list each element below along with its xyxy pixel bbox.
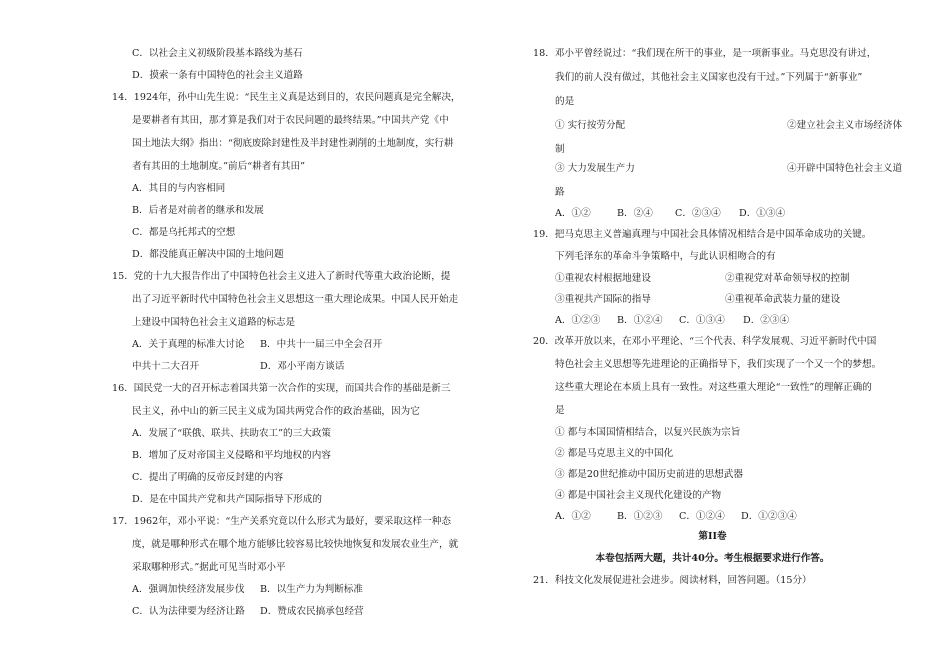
q19-choice-b: B．①②④ [617, 315, 663, 326]
q19-stem: 19．把马克思主义普遍真理与中国社会具体情况相结合是中国革命成功的关键。 [533, 229, 872, 240]
q16-option-a: A．发展了“联俄、联共、扶助农工”的三大政策 [132, 428, 332, 439]
q19-item-4: ④重视革命武装力量的建设 [725, 294, 841, 305]
q19-choice-a: A．①②③ [555, 315, 601, 326]
q19-item-3: ③重视共产国际的指导 [555, 294, 651, 305]
q15-stem-line: 上建设中国特色社会主义道路的标志是 [132, 317, 296, 328]
q16-stem-line: 16．国民党一大的召开标志着国共第一次合作的实现，而国共合作的基础是新三 [112, 383, 451, 394]
q15-stem-line: 15．党的十九大报告作出了中国特色社会主义进入了新时代等重大政治论断，提 [112, 271, 451, 282]
q18-choice-c: C．②③④ [675, 208, 721, 219]
q15-option-b: B．中共十一届三中全会召开 [260, 339, 383, 350]
q17-option-c: C．认为法律要为经济让路 [132, 606, 245, 617]
q20-stem-line: 这些重大理论在本质上具有一致性。对这些重大理论“一致性”的理解正确的 [555, 382, 872, 393]
q19-sub: 下列毛泽东的革命斗争策略中，与此认识相吻合的有 [555, 251, 776, 262]
q14-option-c: C．都是乌托邦式的空想 [132, 227, 236, 238]
q18-choice-b: B．②④ [617, 208, 653, 219]
q16-option-b: B．增加了反对帝国主义侵略和平均地权的内容 [132, 450, 331, 461]
q19-item-2: ②重视党对革命领导权的控制 [725, 273, 850, 284]
q17-stem-line: 采取哪种形式。”据此可见当时邓小平 [132, 562, 286, 573]
q17-option-b: B．以生产力为判断标准 [260, 584, 363, 595]
q13-option-d: D．摸索一条有中国特色的社会主义道路 [132, 70, 303, 81]
q15-option-c: 中共十二大召开 [132, 361, 200, 372]
q20-choice-a: A．①② [555, 511, 591, 522]
q19-item-1: ①重视农村根据地建设 [555, 273, 651, 284]
q17-option-d: D．赞成农民搞承包经营 [260, 606, 364, 617]
q20-stem-line: 特色社会主义思想等先进理论的正确指导下，我们实现了一个又一个的梦想。 [555, 359, 882, 370]
q18-stem-line: 我们的前人没有做过，其他社会主义国家也没有干过。”下列属于“新事业” [555, 72, 863, 83]
q14-option-b: B．后者是对前者的继承和发展 [132, 205, 264, 216]
q20-item-3: ③ 都是20世纪推动中国历史前进的思想武器 [555, 469, 743, 480]
part2-title: 第II卷 [698, 531, 727, 542]
q20-item-4: ④ 都是中国社会主义现代化建设的产物 [555, 490, 722, 501]
part2-note: 本卷包括两大题，共计40分。考生根据要求进行作答。 [595, 553, 830, 564]
q18-choice-d: D．①③④ [739, 208, 786, 219]
q15-option-a: A．关于真理的标准大讨论 [132, 339, 245, 350]
q18-item-4: ④开辟中国特色社会主义道 [787, 163, 903, 174]
q17-stem-line: 度，就是哪种形式在哪个地方能够比较容易比较快地恢复和发展农业生产，就 [132, 539, 459, 550]
q19-choice-c: C．①③④ [679, 315, 725, 326]
q20-stem-line: 是 [555, 405, 565, 416]
q14-stem-line: 是要耕者有其田，那才算是我们对于农民问题的最终结果。”中国共产党《中 [132, 115, 449, 126]
q20-item-1: ① 都与本国国情相结合，以复兴民族为宗旨 [555, 427, 741, 438]
q19-choice-d: D．②③④ [743, 315, 790, 326]
q18-item-3: ③ 大力发展生产力 [555, 163, 635, 174]
q20-choice-b: B．①②③ [617, 511, 663, 522]
q15-option-d: D．邓小平南方谈话 [260, 361, 345, 372]
q14-option-a: A．其目的与内容相同 [132, 183, 226, 194]
q20-stem-line: 20．改革开放以来，在邓小平理论、“三个代表、科学发展观、习近平新时代中国 [533, 336, 877, 347]
q21-stem: 21．科技文化发展促进社会进步。阅读材料，回答问题。（15分） [533, 575, 812, 586]
q17-stem-line: 17．1962年，邓小平说：“生产关系究竟以什么形式为最好，要采取这样一种态 [112, 516, 451, 527]
q14-stem-line: 国土地法大纲》指出：“彻底废除封建性及半封建性剥削的土地制度，实行耕 [132, 138, 454, 149]
q14-stem-line: 14．1924年，孙中山先生说：“民生主义真是达到目的，农民问题真是完全解决， [112, 92, 461, 103]
q14-option-d: D．都没能真正解决中国的土地问题 [132, 249, 284, 260]
q18-choice-a: A．①② [555, 208, 591, 219]
q16-option-c: C．提出了明确的反帝反封建的内容 [132, 472, 284, 483]
q17-option-a: A．强调加快经济发展步伐 [132, 584, 245, 595]
q14-stem-line: 者有其田的土地制度。”前后“耕者有其田” [132, 161, 306, 172]
q18-stem-line: 的是 [555, 96, 575, 107]
q13-option-c: C．以社会主义初级阶段基本路线为基石 [132, 48, 303, 59]
q15-stem-line: 出了习近平新时代中国特色社会主义思想这一重大理论成果。中国人民开始走 [132, 294, 459, 305]
q18-item-2: ②建立社会主义市场经济体 [787, 120, 903, 131]
q16-option-d: D．是在中国共产党和共产国际指导下形成的 [132, 494, 322, 505]
q20-item-2: ② 都是马克思主义的中国化 [555, 448, 674, 459]
q16-stem-line: 民主义，孙中山的新三民主义成为国共两党合作的政治基础，因为它 [132, 406, 420, 417]
q20-choice-c: C．①②④ [679, 511, 725, 522]
q18-item-1: ① 实行按劳分配 [555, 120, 626, 131]
q18-stem-line: 18．邓小平曾经说过：“我们现在所干的事业，是一项新事业。马克思没有讲过， [533, 48, 877, 59]
q18-item-4-cont: 路 [555, 187, 565, 198]
q18-item-2-cont: 制 [555, 144, 565, 155]
q20-choice-d: D．①②③④ [741, 511, 797, 522]
